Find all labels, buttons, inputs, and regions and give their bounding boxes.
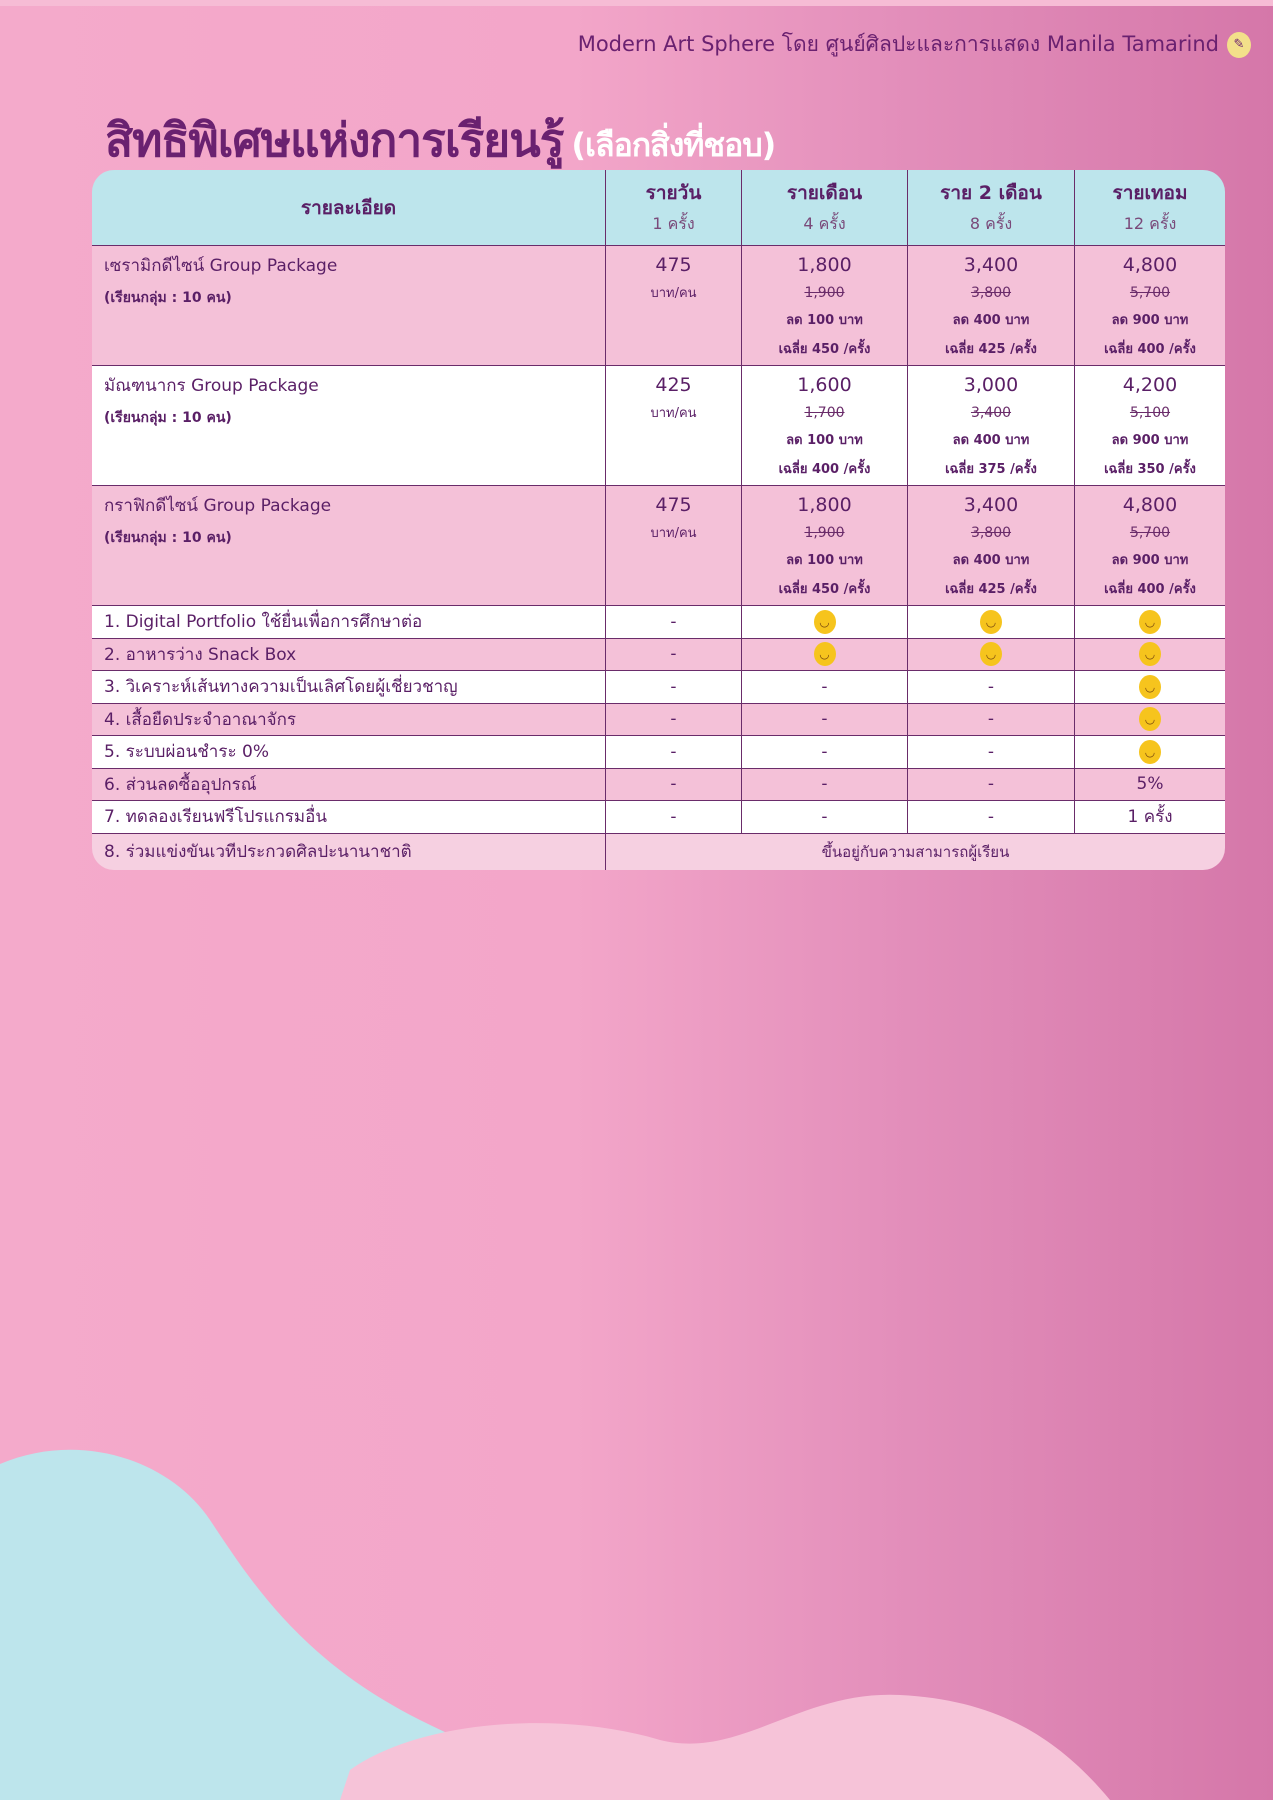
feature-label: 3. วิเคราะห์เส้นทางความเป็นเลิศโดยผู้เชี่ยวชาญ <box>92 671 606 703</box>
package-name: เซรามิกดีไซน์ Group Package <box>104 256 338 276</box>
feature-label: 1. Digital Portfolio ใช้ยื่นเพื่อการศึกษาต่อ <box>92 606 606 638</box>
feature-cell <box>1075 801 1225 833</box>
feature-cell <box>908 704 1075 736</box>
page-title <box>105 104 775 177</box>
column-title: รายเทอม <box>1112 182 1188 204</box>
original-price: 1,900 <box>804 285 845 301</box>
average-per-session: เฉลี่ย 450 /ครั้ง <box>778 342 871 357</box>
daily-price-cell <box>606 366 742 485</box>
price-unit: บาท/คน <box>650 406 697 421</box>
feature-cell <box>1075 736 1225 768</box>
feature-value: - <box>670 676 677 697</box>
price: 3,000 <box>963 374 1019 396</box>
feature-value: - <box>670 806 677 827</box>
discount: ลด 100 บาท <box>786 553 863 568</box>
feature-value: - <box>987 741 995 762</box>
feature-value: - <box>670 774 677 795</box>
feature-cell <box>742 671 908 703</box>
column-title: รายเดือน <box>786 182 863 204</box>
discount: ลด 100 บาท <box>786 433 863 448</box>
feature-value: - <box>987 709 995 730</box>
column-header <box>92 170 606 245</box>
price-unit: บาท/คน <box>650 286 697 301</box>
price: 3,400 <box>963 494 1019 516</box>
smiley-check-icon: ◡ <box>1139 740 1161 764</box>
feature-value: 1 ครั้ง <box>1127 807 1173 828</box>
price: 4,200 <box>1122 374 1178 396</box>
plan-price-cell <box>742 486 908 605</box>
table-header <box>92 170 1225 246</box>
price: 4,800 <box>1122 494 1178 516</box>
column-sessions: 12 ครั้ง <box>1123 214 1177 233</box>
feature-cell <box>1075 606 1225 638</box>
column-header <box>606 170 742 245</box>
feature-row <box>92 736 1225 769</box>
feature-cell <box>606 671 742 703</box>
feature-cell <box>742 769 908 801</box>
feature-value: - <box>670 709 677 730</box>
feature-cell <box>606 736 742 768</box>
plan-price-cell <box>1075 486 1225 605</box>
feature-value: - <box>670 644 677 665</box>
smiley-check-icon: ◡ <box>1139 610 1161 634</box>
feature-value: - <box>821 806 828 827</box>
art-logo-icon: ✎ <box>1227 32 1251 58</box>
average-per-session: เฉลี่ย 400 /ครั้ง <box>1104 342 1196 357</box>
average-per-session: เฉลี่ย 450 /ครั้ง <box>778 582 871 597</box>
discount: ลด 400 บาท <box>952 313 1030 328</box>
feature-value: 5% <box>1136 774 1164 795</box>
feature-cell <box>908 801 1075 833</box>
plan-price-cell <box>908 366 1075 485</box>
package-row <box>92 486 1225 606</box>
feature-row <box>92 639 1225 672</box>
original-price: 5,700 <box>1129 525 1171 541</box>
original-price: 3,800 <box>970 525 1012 541</box>
original-price: 3,800 <box>970 285 1012 301</box>
average-per-session: เฉลี่ย 400 /ครั้ง <box>1104 582 1196 597</box>
top-border <box>0 0 1273 6</box>
package-name: มัณฑนากร Group Package <box>104 376 319 396</box>
feature-value: - <box>670 611 677 632</box>
package-name: กราฟิกดีไซน์ Group Package <box>104 496 332 516</box>
average-per-session: เฉลี่ย 425 /ครั้ง <box>945 342 1037 357</box>
feature-value: - <box>821 676 828 697</box>
smiley-check-icon: ◡ <box>814 642 836 666</box>
column-header <box>742 170 908 245</box>
feature-cell <box>606 606 742 638</box>
feature-cell <box>908 736 1075 768</box>
feature-value: - <box>987 774 995 795</box>
package-name-cell <box>92 486 606 605</box>
feature-value: - <box>987 806 995 827</box>
original-price: 5,700 <box>1129 285 1171 301</box>
feature-cell <box>742 736 908 768</box>
discount: ลด 900 บาท <box>1111 553 1189 568</box>
average-per-session: เฉลี่ย 400 /ครั้ง <box>778 462 871 477</box>
feature-cell <box>908 606 1075 638</box>
feature-value: - <box>821 774 828 795</box>
feature-row <box>92 606 1225 639</box>
price: 425 <box>655 374 692 396</box>
feature-value: - <box>821 741 828 762</box>
feature-cell <box>1075 769 1225 801</box>
feature-cell <box>606 639 742 671</box>
feature-cell <box>742 801 908 833</box>
discount: ลด 400 บาท <box>952 553 1030 568</box>
plan-price-cell <box>742 246 908 365</box>
feature-cell <box>742 639 908 671</box>
smiley-check-icon: ◡ <box>1139 642 1161 666</box>
column-title: ราย 2 เดือน <box>940 182 1042 204</box>
daily-price-cell <box>606 486 742 605</box>
original-price: 5,100 <box>1129 405 1171 421</box>
smiley-check-icon: ◡ <box>1139 707 1161 731</box>
average-per-session: เฉลี่ย 350 /ครั้ง <box>1104 462 1196 477</box>
price: 1,600 <box>797 374 852 396</box>
smiley-check-icon: ◡ <box>1139 675 1161 699</box>
price: 1,800 <box>797 494 852 516</box>
decorative-waves <box>0 1440 1273 1800</box>
column-title: รายละเอียด <box>300 196 397 219</box>
plan-price-cell <box>908 246 1075 365</box>
price-unit: บาท/คน <box>650 526 697 541</box>
group-size: (เรียนกลุ่ม : 10 คน) <box>104 530 232 546</box>
discount: ลด 900 บาท <box>1111 313 1189 328</box>
last-feature-row <box>92 834 1225 870</box>
plan-price-cell <box>742 366 908 485</box>
feature-value: - <box>987 676 995 697</box>
feature-cell <box>908 639 1075 671</box>
feature-cell <box>1075 671 1225 703</box>
feature-value: - <box>821 709 828 730</box>
feature-label: 7. ทดลองเรียนฟรีโปรแกรมอื่น <box>92 801 606 833</box>
feature-label: 5. ระบบผ่อนชำระ 0% <box>92 736 606 768</box>
feature-label: 4. เสื้อยืดประจำอาณาจักร <box>92 704 606 736</box>
brand-text: Modern Art Sphere โดย ศูนย์ศิลปะและการแสดง Manila Tamarind <box>577 32 1219 56</box>
smiley-check-icon: ◡ <box>980 610 1002 634</box>
column-header <box>908 170 1075 245</box>
feature-row <box>92 704 1225 737</box>
price: 4,800 <box>1122 254 1178 276</box>
original-price: 1,700 <box>804 405 845 421</box>
daily-price-cell <box>606 246 742 365</box>
discount: ลด 900 บาท <box>1111 433 1189 448</box>
plan-price-cell <box>908 486 1075 605</box>
package-name-cell <box>92 366 606 485</box>
feature-label: 8. ร่วมแข่งขันเวทีประกวดศิลปะนานาชาติ <box>92 834 606 870</box>
feature-cell <box>908 769 1075 801</box>
average-per-session: เฉลี่ย 425 /ครั้ง <box>945 582 1037 597</box>
smiley-check-icon: ◡ <box>814 610 836 634</box>
column-sessions: 1 ครั้ง <box>652 214 695 233</box>
package-name-cell <box>92 246 606 365</box>
smiley-check-icon: ◡ <box>980 642 1002 666</box>
brand-line <box>578 28 1251 61</box>
discount: ลด 100 บาท <box>786 313 863 328</box>
column-header <box>1075 170 1225 245</box>
original-price: 1,900 <box>804 525 845 541</box>
feature-value: ขึ้นอยู่กับความสามารถผู้เรียน <box>821 842 1010 861</box>
feature-cell <box>606 769 742 801</box>
plan-price-cell <box>1075 366 1225 485</box>
column-sessions: 4 ครั้ง <box>803 214 846 233</box>
feature-cell <box>606 801 742 833</box>
column-sessions: 8 ครั้ง <box>969 214 1013 233</box>
feature-cell <box>908 671 1075 703</box>
group-size: (เรียนกลุ่ม : 10 คน) <box>104 410 232 426</box>
feature-cell <box>742 606 908 638</box>
feature-row <box>92 769 1225 802</box>
group-size: (เรียนกลุ่ม : 10 คน) <box>104 290 232 306</box>
price: 1,800 <box>797 254 852 276</box>
original-price: 3,400 <box>970 405 1012 421</box>
feature-value: - <box>670 741 677 762</box>
feature-row <box>92 801 1225 834</box>
price: 3,400 <box>963 254 1019 276</box>
package-row <box>92 366 1225 486</box>
package-row <box>92 246 1225 366</box>
title-text: สิทธิพิเศษแห่งการเรียนรู้ <box>105 113 564 167</box>
average-per-session: เฉลี่ย 375 /ครั้ง <box>945 462 1037 477</box>
feature-cell <box>606 704 742 736</box>
feature-label: 6. ส่วนลดซื้ออุปกรณ์ <box>92 769 606 801</box>
feature-cell <box>742 704 908 736</box>
feature-label: 2. อาหารว่าง Snack Box <box>92 639 606 671</box>
price: 475 <box>655 254 692 276</box>
feature-row <box>92 671 1225 704</box>
pricing-table <box>92 170 1225 870</box>
price: 475 <box>655 494 692 516</box>
feature-cell <box>1075 639 1225 671</box>
feature-cell <box>1075 704 1225 736</box>
discount: ลด 400 บาท <box>952 433 1030 448</box>
title-subtitle: (เลือกสิ่งที่ชอบ) <box>571 126 776 164</box>
column-title: รายวัน <box>645 182 702 204</box>
plan-price-cell <box>1075 246 1225 365</box>
